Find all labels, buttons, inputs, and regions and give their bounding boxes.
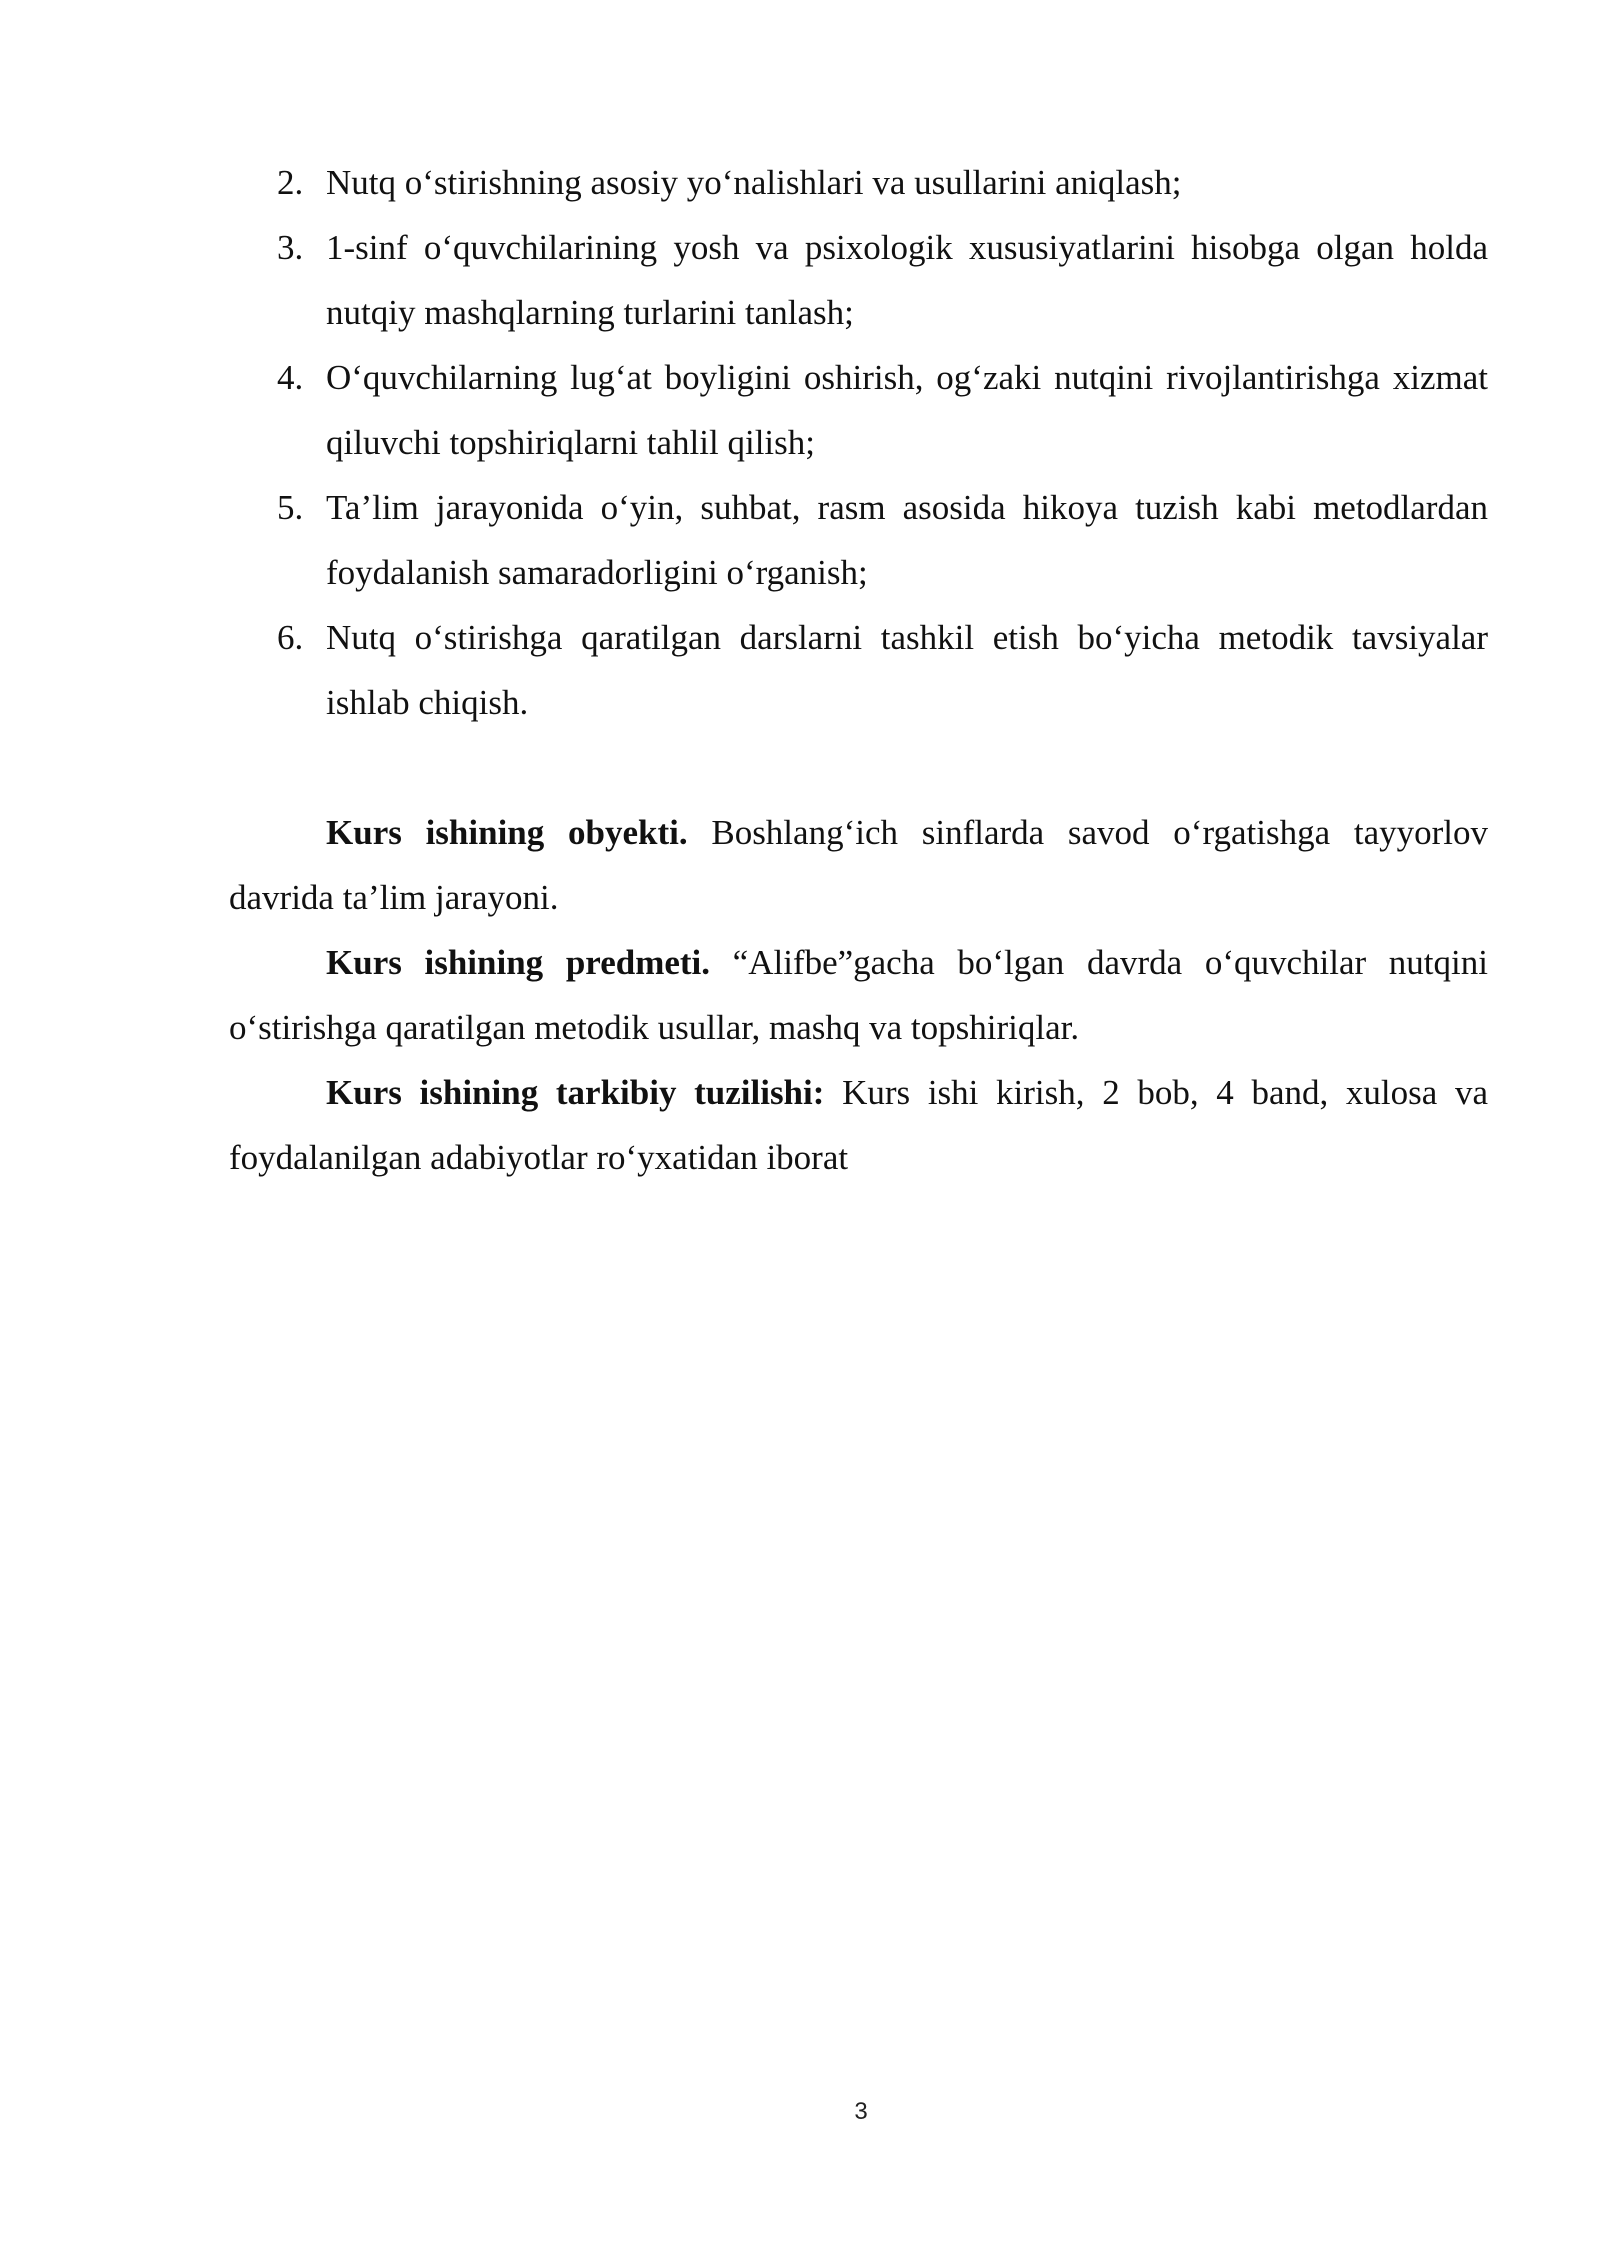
list-item	[229, 215, 1488, 345]
subject-label: Kurs ishining predmeti.	[326, 943, 711, 982]
structure-text: Kurs ishi kirish, 2 bob, 4 band, xulosa va foydalanilgan adabiyotlar roʻyxatidan iborat	[229, 1073, 1489, 1177]
list-item-text: Oʻquvchilarning lugʻat boyligini oshirish, ogʻzaki nutqini rivojlantirishga xizmat qiluvchi topshiriqlarni tahlil qilish;	[326, 358, 1488, 462]
list-item-text: Nutq oʻstirishning asosiy yoʻnalishlari va usullarini aniqlash;	[326, 163, 1182, 202]
subject-paragraph	[229, 930, 1488, 1060]
list-item	[229, 605, 1488, 735]
list-item-text: Ta’lim jarayonida oʻyin, suhbat, rasm asosida hikoya tuzish kabi metodlardan foydalanish samaradorligini oʻrganish;	[326, 488, 1488, 592]
paragraph-spacer	[229, 735, 1488, 800]
page-number: 3	[854, 2098, 868, 2125]
object-paragraph	[229, 800, 1488, 930]
object-label: Kurs ishining obyekti.	[326, 813, 688, 852]
page-content	[229, 150, 1488, 1190]
list-item-number: 2.	[277, 163, 304, 202]
list-item-text: Nutq oʻstirishga qaratilgan darslarni tashkil etish boʻyicha metodik tavsiyalar ishlab chiqish.	[326, 618, 1488, 722]
list-item	[229, 345, 1488, 475]
list-item-number: 4.	[277, 358, 304, 397]
structure-label: Kurs ishining tarkibiy tuzilishi:	[326, 1073, 825, 1112]
list-item-number: 6.	[277, 618, 304, 657]
list-item-number: 5.	[277, 488, 304, 527]
list-item-number: 3.	[277, 228, 304, 267]
list-item	[229, 475, 1488, 605]
list-item-text: 1-sinf oʻquvchilarining yosh va psixologik xususiyatlarini hisobga olgan holda nutqiy mashqlarning turlarini tanlash;	[326, 228, 1488, 332]
structure-paragraph	[229, 1060, 1488, 1190]
object-text: Boshlangʻich sinflarda savod oʻrgatishga tayyorlov davrida ta’lim jarayoni.	[229, 813, 1488, 917]
list-item	[229, 150, 1488, 215]
subject-text: “Alifbe”gacha boʻlgan davrda oʻquvchilar nutqini oʻstirishga qaratilgan metodik usullar, mashq va topshiriqlar.	[229, 943, 1488, 1047]
tasks-list	[229, 150, 1488, 735]
